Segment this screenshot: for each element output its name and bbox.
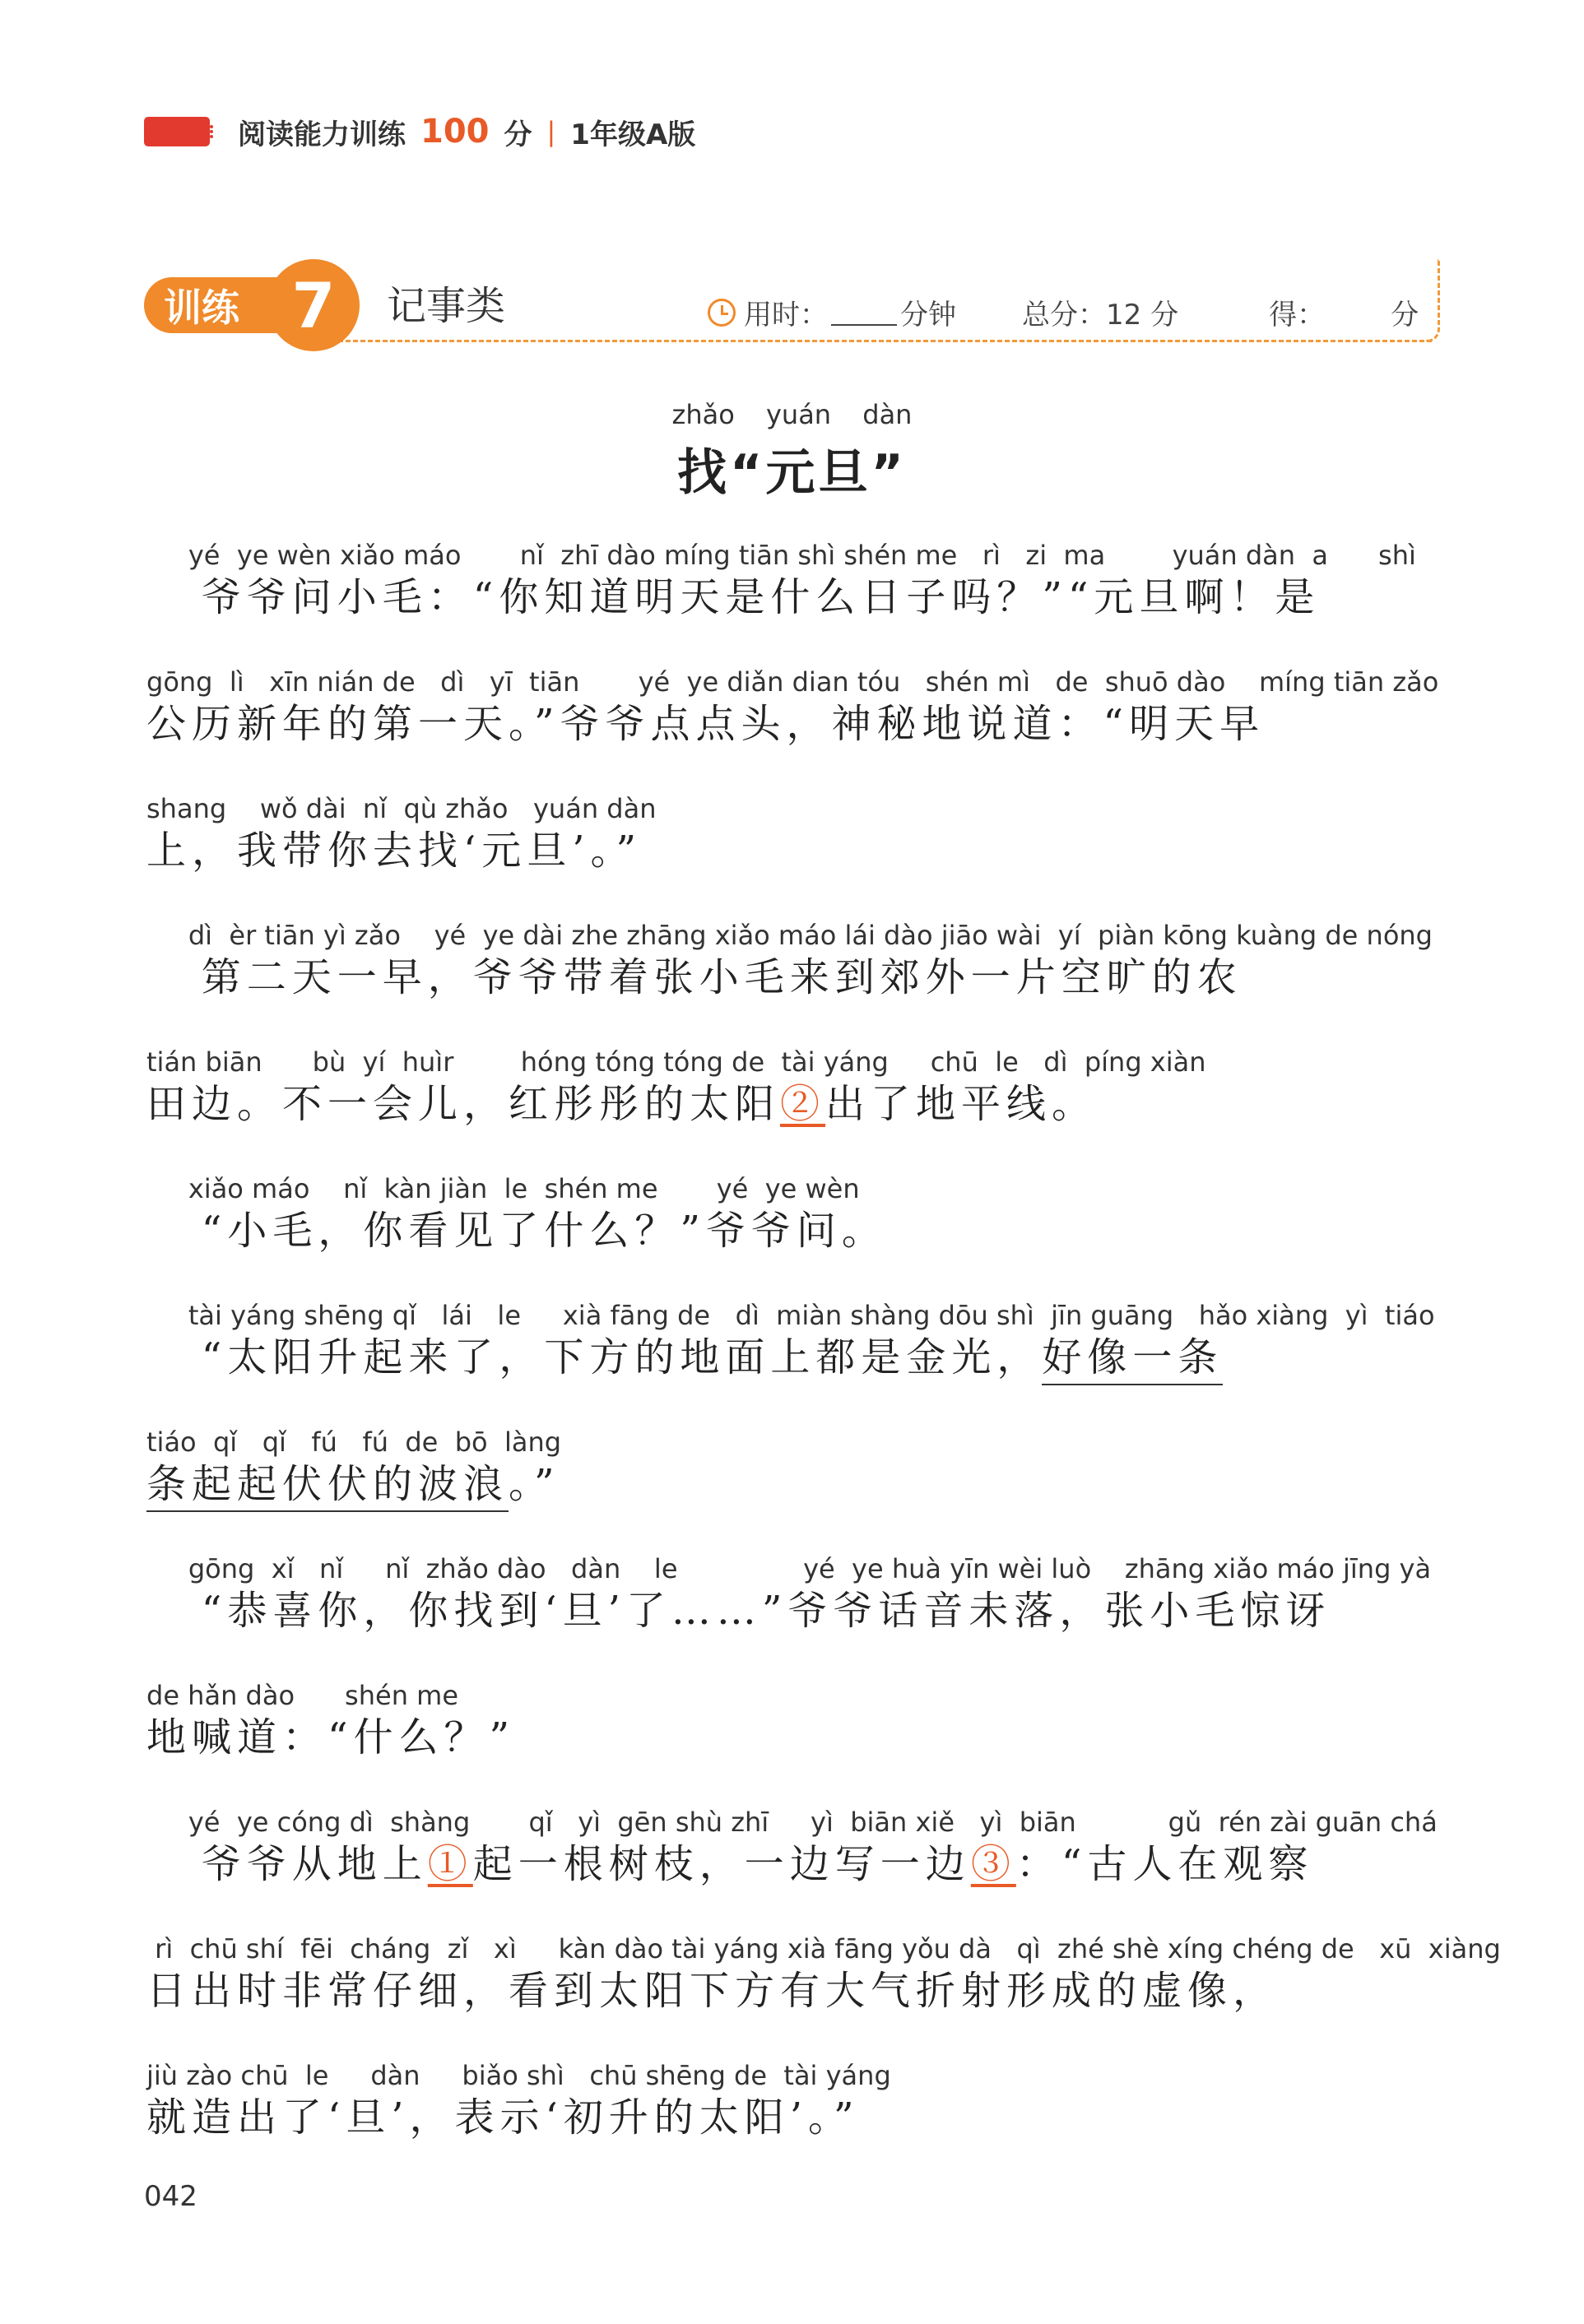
- hanzi-text: 出了地平线。: [825, 1081, 1098, 1127]
- hanzi-line: [146, 825, 1442, 876]
- story-title: 找“元旦”: [677, 444, 907, 502]
- pinyin-line: tài yáng shēng qǐ lái le xià fāng de dì miàn shàng dōu shì jīn guāng hǎo xiàng yì tiáo: [146, 1300, 1435, 1331]
- text-line: [146, 1806, 1442, 1890]
- hanzi-text: 上，我带你去找‘元旦’。”: [146, 828, 643, 874]
- clock-icon: [708, 299, 736, 327]
- hanzi-text: 。”: [509, 1461, 560, 1507]
- hanzi-text: “小毛，你看见了什么？”爷爷问。: [146, 1208, 887, 1254]
- text-line: [146, 666, 1442, 749]
- series-unit: 分: [504, 118, 532, 151]
- time-blank[interactable]: [831, 299, 897, 326]
- hanzi-line: [146, 1205, 1442, 1256]
- pinyin-line: dì èr tiān yì zǎo yé ye dài zhe zhāng xiǎo máo lái dào jiāo wài yí piàn kōng kuàng de nóng: [146, 920, 1433, 951]
- pinyin-line: shang wǒ dài nǐ qù zhǎo yuán dàn: [146, 793, 657, 824]
- hanzi-text: 起一根树枝，一边写一边: [472, 1841, 971, 1887]
- pinyin-line: gōng lì xīn nián de dì yī tiān yé ye diǎn dian tóu shén mì de shuō dào míng tiān zǎo: [146, 666, 1439, 698]
- pinyin-line: jiù zào chū le dàn biǎo shì chū shēng de tài yáng: [146, 2060, 891, 2091]
- lesson-banner: [144, 259, 1440, 358]
- text-line: [146, 919, 1442, 1003]
- pinyin-line: gōng xǐ nǐ nǐ zhǎo dào dàn le yé ye huà yīn wèi luò zhāng xiǎo máo jīng yà: [146, 1553, 1432, 1584]
- banner-dashed-line: [309, 340, 1432, 342]
- text-line: [146, 1172, 1442, 1256]
- lesson-label: 训练: [164, 285, 239, 330]
- lesson-number-circle: [267, 259, 360, 351]
- hanzi-line: [146, 1585, 1442, 1636]
- pinyin-line: de hǎn dào shén me: [146, 1680, 458, 1711]
- series-score: 100: [420, 113, 490, 151]
- pinyin-line: yé ye cóng dì shàng qǐ yì gēn shù zhī yì biān xiě yì biān gǔ rén zài guān chá: [146, 1807, 1438, 1838]
- time-label: 用时：: [744, 299, 828, 332]
- hanzi-line: [146, 1079, 1442, 1130]
- obtained-score: [1269, 292, 1419, 332]
- text-line: [146, 1426, 1442, 1510]
- blank-marker[interactable]: ①: [427, 1841, 473, 1887]
- hanzi-text: 公历新年的第一天。”爷爷点点头，神秘地说道：“明天早: [146, 701, 1266, 747]
- hanzi-text: “太阳升起来了，下方的地面上都是金光，: [146, 1334, 1043, 1380]
- grade-edition: 1年级A版: [570, 118, 696, 151]
- story-title-block: [0, 399, 1584, 504]
- hanzi-line: [146, 1839, 1442, 1890]
- hanzi-line: [146, 2092, 1442, 2143]
- pinyin-line: yé ye wèn xiǎo máo nǐ zhī dào míng tiān shì shén me rì zi ma yuán dàn a shì: [146, 540, 1416, 571]
- series-name: 阅读能力训练: [238, 118, 406, 151]
- hanzi-text: “恭喜你，你找到‘旦’了……”爷爷话音未落，张小毛惊讶: [146, 1588, 1331, 1634]
- pinyin-line: xiǎo máo nǐ kàn jiàn le shén me yé ye wèn: [146, 1173, 860, 1204]
- lesson-meta: [708, 292, 1419, 332]
- hanzi-line: [146, 698, 1442, 749]
- obtained-unit: 分: [1391, 299, 1419, 332]
- text-line: [146, 1679, 1442, 1763]
- page-header: [144, 111, 695, 152]
- pinyin-line: tiáo qǐ qǐ fú fú de bō làng: [146, 1426, 562, 1458]
- hanzi-line: [146, 952, 1442, 1003]
- hanzi-line: [146, 1332, 1442, 1383]
- hanzi-text: 田边。不一会儿，红彤彤的太阳: [146, 1081, 781, 1127]
- hanzi-line: [146, 1965, 1442, 2016]
- page-number: 042: [144, 2180, 197, 2213]
- brand-logo: [144, 117, 210, 146]
- text-line: [146, 2059, 1442, 2143]
- obtained-label: 得：: [1269, 299, 1326, 332]
- total-score: 总分：12 分: [1022, 299, 1179, 332]
- time-unit: 分钟: [900, 299, 956, 332]
- text-line: [146, 1299, 1442, 1383]
- hanzi-text: 地喊道：“什么？”: [146, 1714, 516, 1760]
- blank-marker[interactable]: ②: [780, 1081, 826, 1127]
- text-line: [146, 1046, 1442, 1130]
- text-line: [146, 1552, 1442, 1636]
- hanzi-text: ：“古人在观察: [1015, 1841, 1314, 1887]
- hanzi-text: 第二天一早，爷爷带着张小毛来到郊外一片空旷的农: [146, 954, 1243, 1000]
- banner-dashed-curve: [1426, 259, 1440, 342]
- hanzi-text: 日出时非常仔细，看到太阳下方有大气折射形成的虚像，: [146, 1968, 1279, 2014]
- text-line: [146, 539, 1442, 623]
- pinyin-line: rì chū shí fēi cháng zǐ xì kàn dào tài yáng xià fāng yǒu dà qì zhé shè xíng chéng de xū xiàng: [146, 1933, 1501, 1964]
- blank-marker[interactable]: ③: [970, 1841, 1016, 1887]
- underlined-phrase: 好像一条: [1042, 1334, 1223, 1385]
- header-separator: |: [546, 116, 556, 147]
- hanzi-text: 就造出了‘旦’，表示‘初升的太阳’。”: [146, 2094, 860, 2141]
- text-line: [146, 1932, 1501, 2016]
- lesson-number: 7: [291, 268, 336, 342]
- underlined-phrase: 条起起伏伏的波浪: [146, 1461, 509, 1512]
- hanzi-line: [146, 1712, 1442, 1763]
- hanzi-line: [146, 572, 1442, 623]
- pinyin-line: tián biān bù yí huìr hóng tóng tóng de tài yáng chū le dì píng xiàn: [146, 1046, 1206, 1078]
- lesson-category: 记事类: [387, 283, 506, 329]
- hanzi-line: [146, 1459, 1442, 1510]
- title-pinyin: zhǎo yuán dàn: [671, 399, 913, 430]
- text-line: [146, 792, 1442, 876]
- hanzi-text: 爷爷问小毛：“你知道明天是什么日子吗？”“元旦啊！是: [146, 574, 1321, 620]
- hanzi-text: 爷爷从地上: [146, 1841, 428, 1887]
